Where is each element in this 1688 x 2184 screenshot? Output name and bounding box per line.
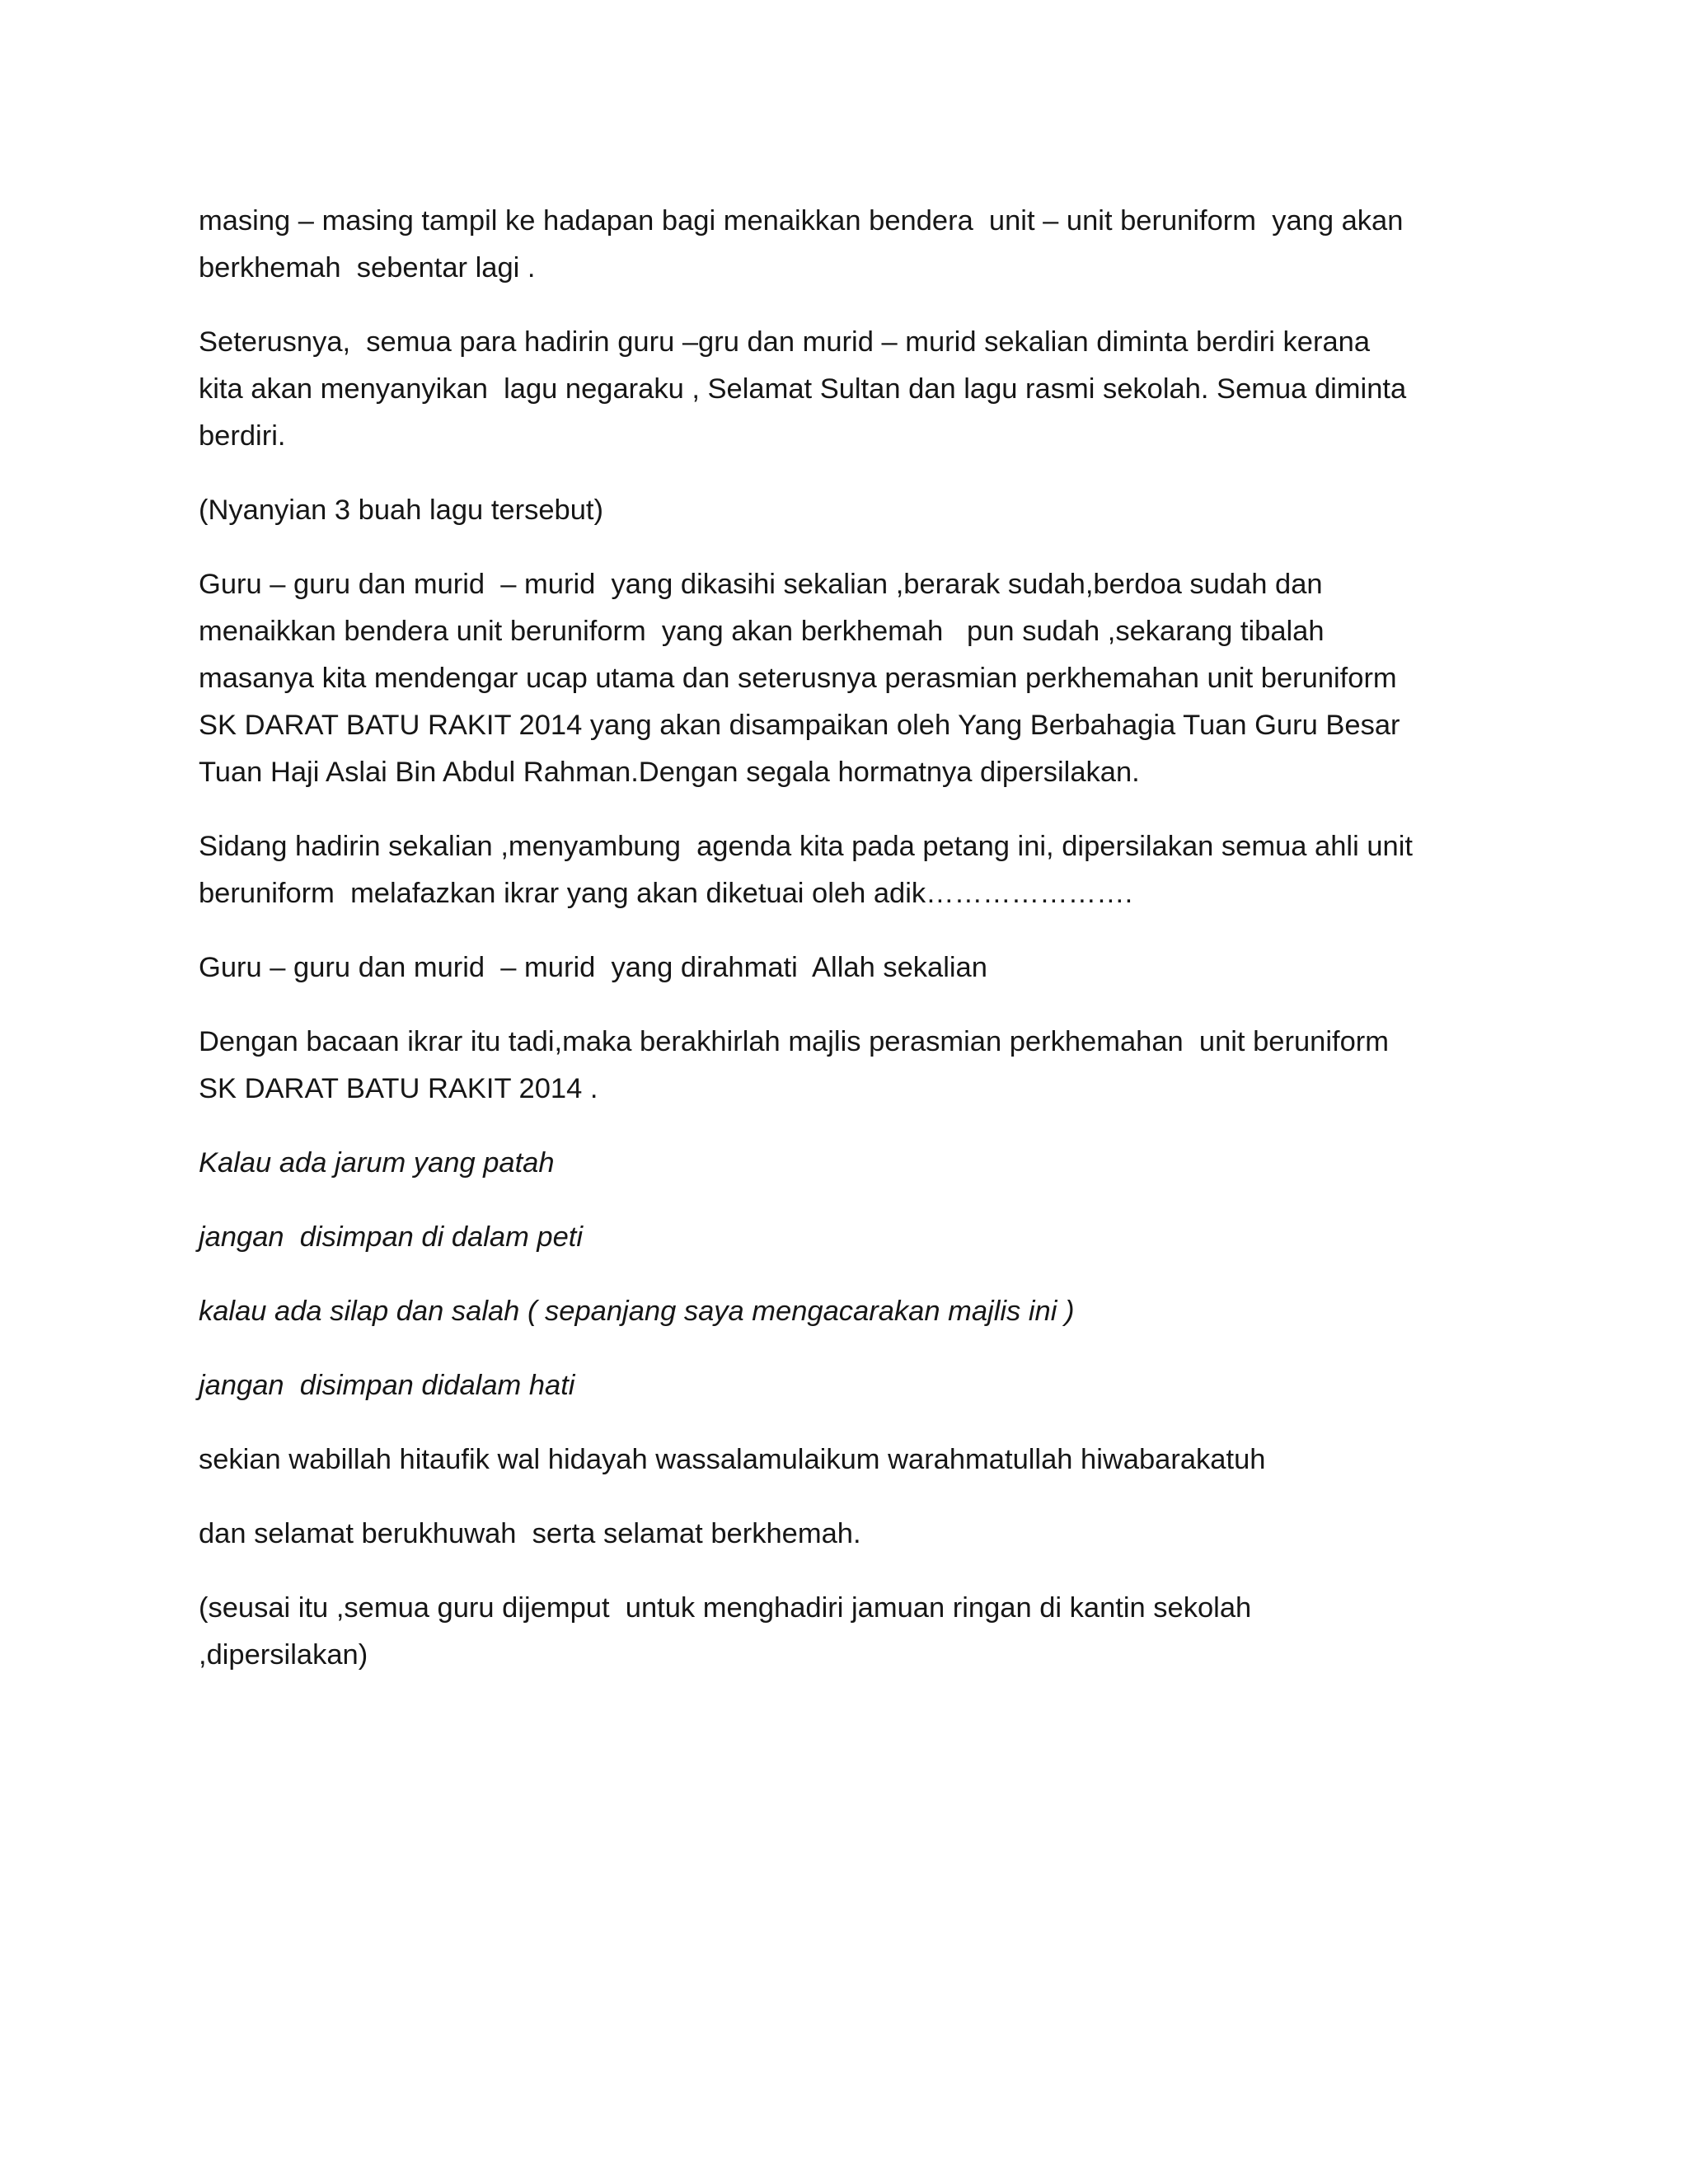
text-line: Dengan bacaan ikrar itu tadi,maka berakhirlah majlis perasmian perkhemahan unit beruniform <box>199 1026 1389 1057</box>
text-line: Seterusnya, semua para hadirin guru –gru dan murid – murid sekalian diminta berdiri kerana <box>199 326 1371 358</box>
pantun-line-paragraph <box>199 1288 1497 1335</box>
body-paragraph <box>199 561 1497 796</box>
text-line: kita akan menyanyikan lagu negaraku , Selamat Sultan dan lagu rasmi sekolah. Semua diminta <box>199 373 1407 405</box>
body-paragraph <box>199 944 1497 991</box>
text-line: Guru – guru dan murid – murid yang dikasihi sekalian ,berarak sudah,berdoa sudah dan <box>199 569 1323 600</box>
text-line: SK DARAT BATU RAKIT 2014 . <box>199 1073 598 1104</box>
text-line: (Nyanyian 3 buah lagu tersebut) <box>199 494 603 526</box>
text-line: menaikkan bendera unit beruniform yang akan berkhemah pun sudah ,sekarang tibalah <box>199 616 1325 647</box>
text-line: Kalau ada jarum yang patah <box>199 1147 555 1179</box>
body-paragraph <box>199 1436 1497 1483</box>
text-line: jangan disimpan di dalam peti <box>199 1221 584 1253</box>
text-line: berdiri. <box>199 420 286 452</box>
body-paragraph <box>199 198 1497 292</box>
text-line: jangan disimpan didalam hati <box>199 1370 575 1401</box>
body-paragraph <box>199 487 1497 534</box>
text-line: berkhemah sebentar lagi . <box>199 252 536 284</box>
body-paragraph <box>199 823 1497 917</box>
body-paragraph <box>199 1585 1497 1679</box>
text-line: kalau ada silap dan salah ( sepanjang saya mengacarakan majlis ini ) <box>199 1296 1075 1327</box>
text-line: masing – masing tampil ke hadapan bagi menaikkan bendera unit – unit beruniform yang akan <box>199 205 1404 237</box>
body-paragraph <box>199 1019 1497 1113</box>
text-line: masanya kita mendengar ucap utama dan seterusnya perasmian perkhemahan unit beruniform <box>199 663 1397 694</box>
pantun-line-paragraph <box>199 1214 1497 1261</box>
body-paragraph <box>199 319 1497 460</box>
text-line: (seusai itu ,semua guru dijemput untuk menghadiri jamuan ringan di kantin sekolah <box>199 1592 1252 1624</box>
text-line: dan selamat berukhuwah serta selamat berkhemah. <box>199 1518 861 1549</box>
text-line: ,dipersilakan) <box>199 1639 368 1671</box>
text-line: Guru – guru dan murid – murid yang dirahmati Allah sekalian <box>199 952 987 983</box>
text-line: sekian wabillah hitaufik wal hidayah wassalamulaikum warahmatullah hiwabarakatuh <box>199 1444 1266 1475</box>
text-line: Tuan Haji Aslai Bin Abdul Rahman.Dengan segala hormatnya dipersilakan. <box>199 757 1140 788</box>
text-line: SK DARAT BATU RAKIT 2014 yang akan disampaikan oleh Yang Berbahagia Tuan Guru Besar <box>199 710 1400 741</box>
document-body <box>199 198 1497 1706</box>
pantun-line-paragraph <box>199 1140 1497 1187</box>
text-line: Sidang hadirin sekalian ,menyambung agenda kita pada petang ini, dipersilakan semua ahli unit <box>199 831 1413 862</box>
pantun-line-paragraph <box>199 1362 1497 1409</box>
text-line: beruniform melafazkan ikrar yang akan diketuai oleh adik…………………. <box>199 878 1133 909</box>
body-paragraph <box>199 1511 1497 1558</box>
